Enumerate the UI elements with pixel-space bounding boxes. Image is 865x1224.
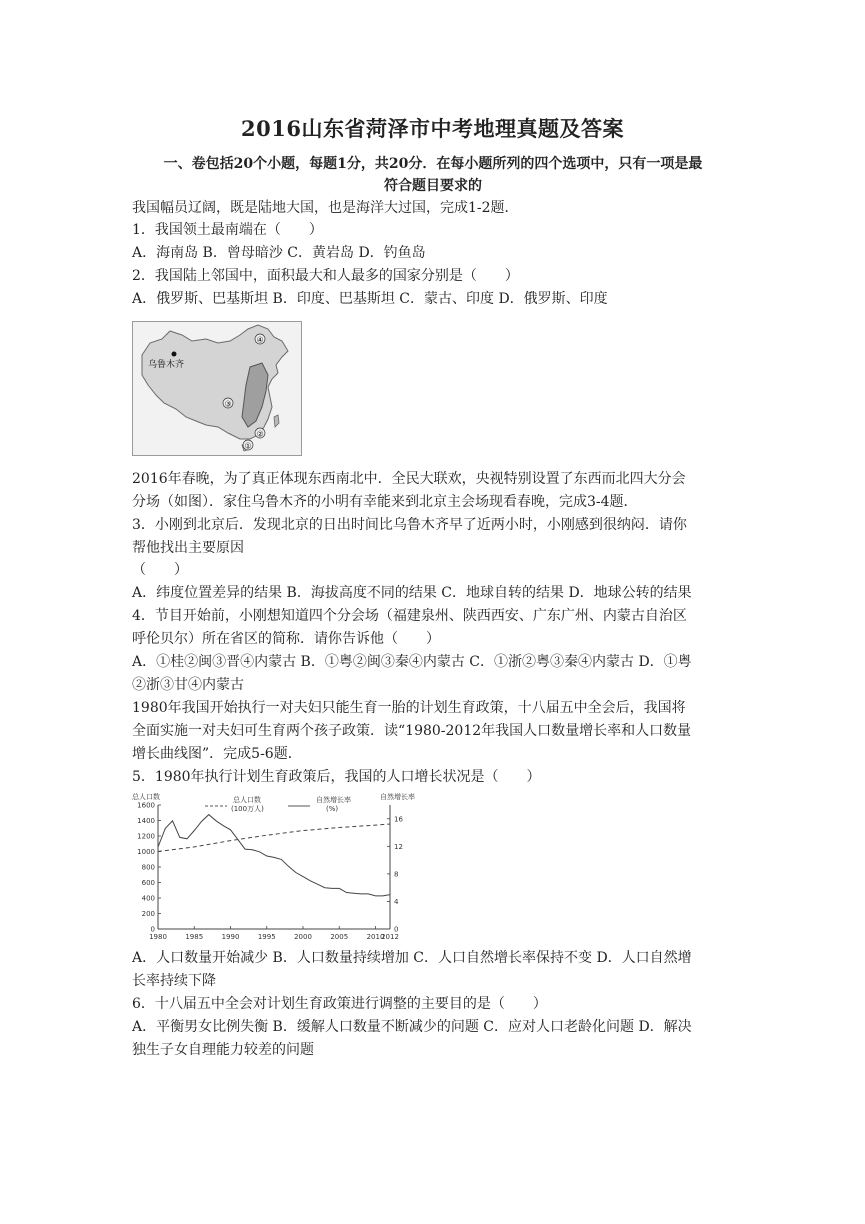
- q4-options-2: ②浙③甘④内蒙古: [132, 677, 244, 693]
- svg-text:④: ④: [256, 335, 264, 345]
- q6-options-2: 独生子女自理能力较差的问题: [132, 1042, 314, 1058]
- legend-growth-line-2: (%): [326, 805, 339, 813]
- left-axis-tick-label: 1000: [137, 848, 155, 856]
- x-axis-tick-label: 2000: [294, 933, 312, 941]
- left-axis-tick-label: 600: [141, 879, 155, 887]
- right-axis-label: 自然增长率: [380, 793, 415, 801]
- right-axis-tick-label: 0: [394, 925, 399, 934]
- svg-text:①: ①: [244, 441, 252, 451]
- q5-options-1: A．人口数量开始减少 B．人口数量持续增加 C．人口自然增长率保持不变 D．人口自然增: [132, 950, 692, 966]
- x-axis-tick-label: 1990: [221, 933, 240, 941]
- q1-options: A．海南岛 B．曾母暗沙 C．黄岩岛 D．钓鱼岛: [132, 245, 426, 261]
- q4-line-1: 4．节目开始前，小刚想知道四个分会场（福建泉州、陕西西安、广东广州、内蒙古自治区: [132, 608, 687, 624]
- urumqi-label: 乌鲁木齐: [148, 360, 185, 370]
- q4-line-2: 呼伦贝尔）所在省区的简称．请你告诉他（ ）: [132, 631, 440, 647]
- q1-stem: 1．我国领土最南端在（ ）: [132, 222, 323, 238]
- left-axis-tick-label: 1400: [137, 817, 155, 825]
- section-heading-line-2: 符合题目要求的: [384, 178, 482, 194]
- q5-options-2: 长率持续下降: [132, 973, 216, 989]
- intro-1: 我国幅员辽阔，既是陆地大国，也是海洋大过国，完成1-2题．: [132, 200, 519, 216]
- q3-line-2: 帮他找出主要原因: [132, 540, 244, 556]
- left-axis-tick-label: 800: [141, 863, 155, 872]
- q2-stem: 2．我国陆上邻国中，面积最大和人最多的国家分别是（ ）: [132, 268, 519, 284]
- right-axis-tick-label: 12: [394, 842, 403, 851]
- q2-options: A．俄罗斯、巴基斯坦 B．印度、巴基斯坦 C．蒙古、印度 D．俄罗斯、印度: [132, 291, 608, 307]
- china-map-figure: [132, 321, 302, 456]
- left-axis-tick-label: 1600: [137, 801, 155, 810]
- x-axis-tick-label: 1995: [257, 933, 276, 941]
- right-axis-tick-label: 16: [394, 815, 403, 824]
- population-chart: [130, 789, 420, 946]
- legend-population-line-1: 总人口数: [233, 796, 261, 804]
- map-marker-1: [243, 440, 253, 451]
- svg-text:②: ②: [256, 429, 264, 439]
- q6-stem: 6．十八届五中全会对计划生育政策进行调整的主要目的是（ ）: [132, 996, 547, 1012]
- legend-growth-line-1: 自然增长率: [316, 796, 351, 804]
- intro-2-line-1: 2016年春晚，为了真正体现东西南北中．全民大联欢，央视特别设置了东西而北四大分会: [132, 471, 686, 487]
- q3-options: A．纬度位置差异的结果 B．海拔高度不同的结果 C．地球自转的结果 D．地球公转的结果: [132, 585, 692, 601]
- q4-options-1: A．①桂②闽③晋④内蒙古 B．①粤②闽③秦④内蒙古 C．①浙②粤③秦④内蒙古 D．①粤: [132, 654, 692, 670]
- map-marker-3: [223, 398, 233, 409]
- section-heading: [128, 153, 738, 197]
- map-marker-4: [255, 334, 265, 345]
- map-marker-2: [255, 428, 265, 439]
- q6-options-1: A．平衡男女比例失衡 B．缓解人口数量不断减少的问题 C．应对人口老龄化问题 D．解决: [132, 1019, 692, 1035]
- left-axis-tick-label: 400: [141, 894, 155, 903]
- x-axis-tick-label: 1980: [149, 933, 167, 941]
- intro-3-line-2: 全面实施一对夫妇可生育两个孩子政策．读“1980-2012年我国人口数量增长率和人口数量: [132, 723, 692, 739]
- intro-2-line-2: 分场（如图）．家住乌鲁木齐的小明有幸能来到北京主会场现看春晚，完成3-4题．: [132, 494, 638, 510]
- q5-stem: 5．1980年执行计划生育政策后，我国的人口增长状况是（ ）: [132, 769, 541, 785]
- left-axis-tick-label: 200: [141, 910, 155, 918]
- x-axis-tick-label: 2010: [366, 933, 385, 941]
- section-heading-line-1: 一、卷包括20个小题，每题1分，共20分．在每小题所列的四个选项中，只有一项是最: [163, 156, 703, 172]
- intro-3-line-3: 增长曲线图”．完成5-6题．: [132, 746, 302, 762]
- population-series-line: [158, 824, 390, 852]
- right-axis-tick-label: 4: [394, 897, 399, 906]
- intro-3-line-1: 1980年我国开始执行一对夫妇只能生育一胎的计划生育政策，十八届五中全会后，我国将: [132, 700, 686, 716]
- right-axis-tick-label: 8: [394, 870, 399, 879]
- left-axis-label: 总人口数: [132, 793, 160, 801]
- q3-line-3: （ ）: [132, 562, 188, 578]
- x-axis-tick-label: 2005: [330, 933, 349, 941]
- q3-line-1: 3．小刚到北京后．发现北京的日出时间比乌鲁木齐早了近两小时，小刚感到很纳闷．请你: [132, 517, 687, 533]
- urumqi-dot: [172, 352, 177, 357]
- left-axis-tick-label: 1200: [137, 832, 155, 841]
- chart-legend: [205, 795, 351, 813]
- x-axis-tick-label: 1985: [185, 933, 204, 941]
- document-title: 2016山东省菏泽市中考地理真题及答案: [241, 116, 624, 141]
- legend-population-line-2: (100万人): [231, 805, 264, 813]
- left-axis-tick-label: 0: [150, 925, 155, 934]
- svg-text:③: ③: [224, 399, 232, 409]
- x-axis-tick-label: 2012: [381, 933, 399, 941]
